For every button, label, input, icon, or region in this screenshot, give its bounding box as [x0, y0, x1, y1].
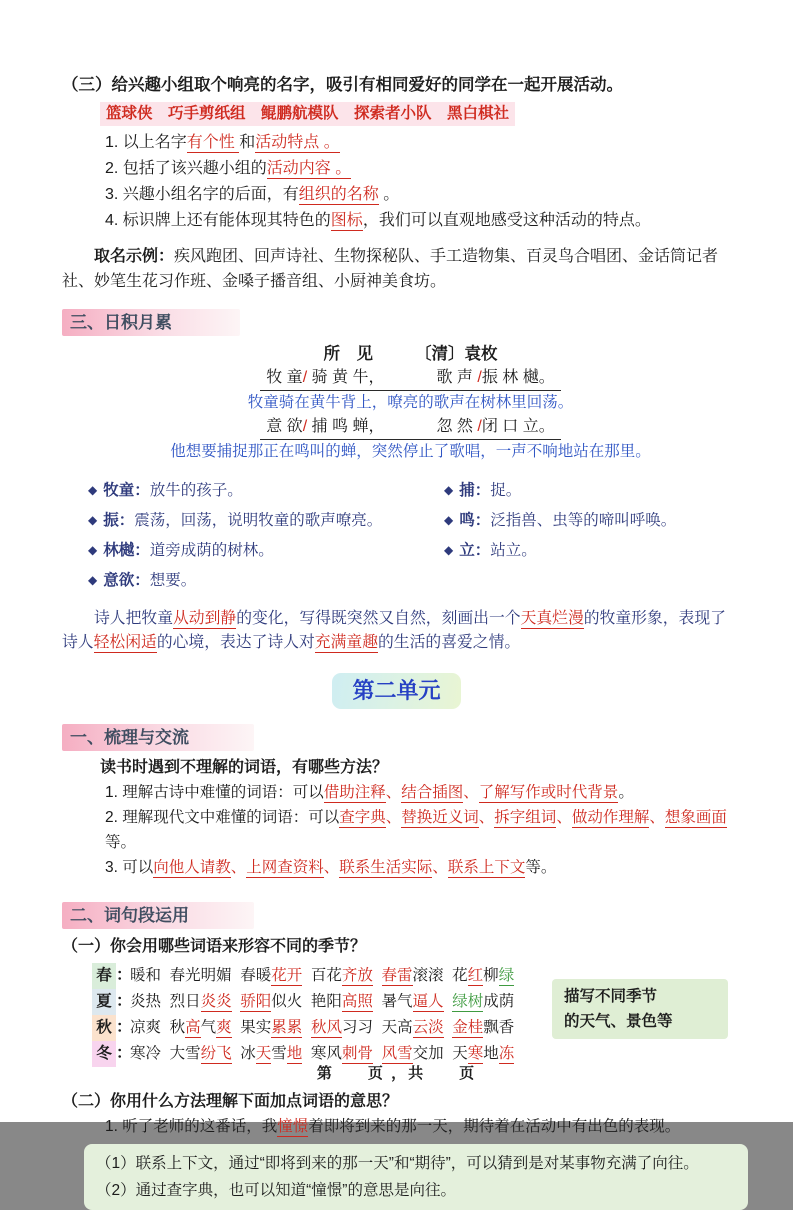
text-segment: /: [477, 369, 482, 386]
text-segment: 云淡: [412, 1019, 444, 1036]
poem-block: [76, 342, 745, 463]
a-item-1: [105, 780, 731, 805]
def-text: 震荡，回荡，说明牧童的歌声嘹亮。: [134, 512, 383, 529]
text-segment: 骑 黄 牛，: [307, 369, 385, 386]
poem-line-1-left: [266, 369, 384, 386]
text-segment: 的心境，表达了诗人对: [156, 634, 315, 651]
diamond-bullet-icon: ◆: [88, 483, 98, 497]
text-segment: 和: [239, 134, 256, 151]
def-term: 意欲：: [103, 572, 150, 589]
def-text: 站立。: [490, 542, 537, 559]
c3-item-3: [105, 182, 731, 208]
section-a-items: [105, 780, 731, 880]
poem-title: 所 见: [323, 345, 373, 363]
text-segment: 图标: [330, 212, 363, 229]
season-label-summer: 夏: [92, 989, 116, 1015]
text-segment: 上网查资料: [246, 859, 324, 876]
text-segment: 联系上下文: [447, 859, 526, 876]
text-segment: 联系生活实际: [339, 859, 433, 876]
text-segment: 高照: [341, 993, 373, 1010]
text-segment: 冰: [231, 1045, 256, 1062]
text-segment: 凉爽 秋: [130, 1019, 186, 1036]
text-segment: 活动特点 。: [255, 134, 340, 151]
season-colon: ：: [116, 1019, 133, 1036]
naming-example-paragraph: [62, 244, 731, 294]
text-segment: [373, 1045, 382, 1062]
text-segment: 交加 天: [412, 1045, 468, 1062]
text-segment: 、: [556, 809, 572, 826]
season-label-spring: 春: [92, 963, 116, 989]
text-segment: 风雪: [381, 1045, 413, 1062]
text-segment: 捕 鸣 蝉，: [307, 418, 385, 435]
unit2-title: 第二单元: [332, 673, 460, 709]
text-segment: 绿树: [452, 993, 484, 1010]
seasons-note-box: [552, 979, 728, 1039]
text-segment: 地: [483, 1045, 499, 1062]
text-segment: 、: [230, 859, 247, 876]
text-segment: 春雷: [381, 967, 413, 984]
def-row: [444, 506, 731, 536]
text-segment: 拆字组词: [494, 809, 557, 826]
naming-example-label: 取名示例：: [94, 248, 175, 265]
text-segment: 忽 然: [436, 418, 478, 435]
poem-line-1-right: [436, 369, 554, 386]
poem-author: 〔清〕袁枚: [415, 345, 498, 363]
text-segment: 向他人请教: [153, 859, 231, 876]
a-item-3: [105, 855, 731, 880]
text-segment: 活动内容 。: [266, 160, 352, 177]
def-term: 振：: [103, 512, 135, 529]
poem-line-2-left: [266, 418, 384, 435]
answer-line-1: （1）联系上下文，通过“即将到来的那一天”和“期待”，可以猜到是对某事物充满了向往。: [96, 1155, 699, 1172]
text-segment: 结合插图: [401, 784, 464, 801]
season-colon: ：: [116, 967, 133, 984]
text-segment: 有个性: [186, 134, 240, 151]
text-segment: 充满童趣: [314, 634, 378, 651]
text-segment: 、: [432, 859, 448, 876]
text-segment: 的生活的喜爱之情。: [378, 634, 521, 651]
diamond-bullet-icon: ◆: [88, 543, 98, 557]
def-row: [88, 476, 444, 506]
section-a-question: 读书时遇到不理解的词语，有哪些方法？: [100, 759, 389, 776]
text-segment: 了解写作或时代背景: [478, 784, 619, 801]
text-segment: 1. 听了老师的这番话，我: [105, 1118, 278, 1135]
a-item-2: [105, 805, 731, 855]
diamond-bullet-icon: ◆: [444, 483, 454, 497]
text-segment: 骄阳: [240, 993, 272, 1010]
text-segment: 组织的名称: [298, 186, 379, 203]
text-segment: 成荫: [483, 993, 515, 1010]
season-label-autumn: 秋: [92, 1015, 116, 1041]
poem-translation-1: 牧童骑在黄牛背上，嘹亮的歌声在树林里回荡。: [247, 394, 574, 411]
answers-box: [84, 1144, 748, 1210]
text-segment: 2. 包括了该兴趣小组的: [105, 160, 267, 177]
c3-item-4: [105, 208, 731, 234]
text-segment: 闭 口 立。: [481, 418, 555, 435]
text-segment: 4. 标识牌上还有能体现其特色的: [105, 212, 331, 229]
note-line-2: 的天气、景色等: [564, 1013, 673, 1030]
def-row: [444, 536, 731, 566]
text-segment: 齐放: [341, 967, 373, 984]
text-segment: 、: [463, 784, 479, 801]
def-term: 鸣：: [459, 512, 491, 529]
text-segment: 寒: [467, 1045, 484, 1062]
text-segment: 做动作理解: [571, 809, 650, 826]
text-segment: 暖和 春光明媚 春暖: [130, 967, 272, 984]
diamond-bullet-icon: ◆: [88, 573, 98, 587]
def-row: [88, 566, 444, 596]
text-segment: 逼人: [412, 993, 444, 1010]
text-segment: 寒冷 大雪: [130, 1045, 201, 1062]
diamond-bullet-icon: ◆: [88, 513, 98, 527]
poem-title-row: [76, 342, 745, 366]
text-segment: [373, 967, 382, 984]
section-b-question-2: （二）你用什么方法理解下面加点词语的意思？: [62, 1093, 399, 1110]
text-segment: 雪: [271, 1045, 287, 1062]
seasons-block: [92, 963, 731, 1067]
text-segment: 刺骨: [341, 1045, 373, 1062]
b-item-1: [105, 1114, 731, 1139]
text-segment: 的变化，写得既突然又自然，刻画出一个: [236, 610, 521, 627]
text-segment: 秋风: [310, 1019, 342, 1036]
defs-left-column: [88, 476, 444, 596]
text-segment: 高: [185, 1019, 201, 1036]
poem-line-2-right: [436, 418, 554, 435]
group-names-highlight: 篮球侠 巧手剪纸组 鲲鹏航模队 探索者小队 黑白棋社: [100, 102, 515, 126]
poem-line-2: [76, 415, 745, 440]
text-segment: 、: [323, 859, 340, 876]
text-segment: 花开: [271, 967, 303, 984]
text-segment: 果实: [231, 1019, 272, 1036]
text-segment: 2. 理解现代文中难懂的词语：可以: [105, 809, 340, 826]
season-colon: ：: [116, 1045, 133, 1062]
text-segment: 查字典: [339, 809, 386, 826]
text-segment: 借助注释: [323, 784, 386, 801]
text-segment: 轻松闲适: [93, 634, 157, 651]
text-segment: 爽: [216, 1019, 232, 1036]
text-segment: 、: [478, 809, 495, 826]
text-segment: [232, 993, 241, 1010]
season-label-winter: 冬: [92, 1041, 116, 1067]
vocab-definitions: [88, 476, 731, 596]
text-segment: 等。: [105, 834, 137, 851]
poem-line-1: [76, 366, 745, 391]
text-segment: 3. 兴趣小组名字的后面，有: [105, 186, 299, 203]
unit2-title-wrap: [62, 673, 731, 709]
text-segment: 纷飞: [200, 1045, 232, 1062]
naming-example-text: 疾风跑团、回声诗社、生物探秘队、手工造物集、百灵鸟合唱团、金话筒记者社、妙笔生花习作班、金嗓子播音组、小厨神美食坊。: [62, 248, 719, 290]
def-row: [88, 536, 444, 566]
def-term: 牧童：: [103, 482, 150, 499]
text-segment: 飘香: [483, 1019, 515, 1036]
text-segment: 从动到静: [173, 610, 237, 627]
text-segment: 气: [200, 1019, 217, 1036]
section-header-riji-yuelei: 三、日积月累: [62, 309, 240, 336]
text-segment: 振 林 樾。: [481, 369, 555, 386]
text-segment: 绿: [498, 967, 515, 984]
text-segment: 地: [286, 1045, 303, 1062]
text-segment: [444, 1019, 453, 1036]
text-segment: 寒风: [302, 1045, 342, 1062]
section-b-question-1: （一）你会用哪些词语来形容不同的季节？: [62, 938, 367, 955]
text-segment: 似火 艳阳: [271, 993, 342, 1010]
text-segment: 、: [649, 809, 665, 826]
def-text: 放牛的孩子。: [149, 482, 243, 499]
def-term: 捕：: [459, 482, 491, 499]
def-row: [444, 476, 731, 506]
text-segment: 的牧童形象，表现了诗人: [62, 610, 726, 651]
text-segment: 1. 理解古诗中难懂的词语：可以: [105, 784, 324, 801]
text-segment: 百花: [302, 967, 342, 984]
text-segment: 冻: [498, 1045, 515, 1062]
text-segment: 累累: [271, 1019, 303, 1036]
defs-right-column: [444, 476, 731, 596]
section-header-shuli-jiaoliu: 一、梳理与交流: [62, 724, 254, 751]
text-segment: 炎炎: [200, 993, 232, 1010]
text-segment: /: [477, 418, 482, 435]
c3-item-1: [105, 130, 731, 156]
text-segment: 习习 天高: [341, 1019, 413, 1036]
text-segment: 歌 声: [436, 369, 478, 386]
text-segment: 意 欲: [266, 418, 303, 435]
diamond-bullet-icon: ◆: [444, 543, 454, 557]
def-text: 泛指兽、虫等的啼叫呼唤。: [490, 512, 677, 529]
text-segment: 。: [378, 186, 400, 203]
poem-line-2-text: [260, 416, 561, 440]
def-term: 立：: [459, 542, 491, 559]
note-line-1: 描写不同季节: [564, 988, 658, 1005]
text-segment: 想象画面: [664, 809, 727, 826]
def-text: 想要。: [149, 572, 197, 589]
def-row: [88, 506, 444, 536]
text-segment: 天真烂漫: [520, 610, 584, 627]
text-segment: 牧 童: [266, 369, 303, 386]
section-c3-items: [105, 130, 731, 234]
text-segment: 天: [255, 1045, 272, 1062]
text-segment: 、: [385, 784, 402, 801]
poem-line-1-text: [260, 367, 561, 391]
text-segment: [302, 1019, 311, 1036]
text-segment: 诗人把牧童: [94, 610, 173, 627]
text-segment: 着即将到来的那一天，期待着在活动中有出色的表现。: [308, 1118, 681, 1135]
text-segment: 红: [467, 967, 484, 984]
text-segment: 炎热 烈日: [130, 993, 201, 1010]
def-text: 道旁成荫的树林。: [149, 542, 274, 559]
poem-analysis-paragraph: [62, 607, 731, 655]
text-segment: 憧憬: [277, 1118, 309, 1135]
text-segment: 3. 可以: [105, 859, 154, 876]
diamond-bullet-icon: ◆: [444, 513, 454, 527]
def-term: 林樾：: [103, 542, 150, 559]
text-segment: /: [302, 369, 308, 386]
text-segment: 1. 以上名字: [105, 134, 187, 151]
section-header-ciju-yunyong: 二、词句段运用: [62, 902, 254, 929]
section-c3-heading: （三）给兴趣小组取个响亮的名字，吸引有相同爱好的同学在一起开展活动。: [62, 76, 623, 94]
text-segment: 、: [385, 809, 402, 826]
text-segment: 金桂: [452, 1019, 484, 1036]
text-segment: 替换近义词: [401, 809, 479, 826]
text-segment: 柳: [483, 967, 499, 984]
def-text: 捉。: [490, 482, 522, 499]
text-segment: 。: [618, 784, 634, 801]
season-colon: ：: [116, 993, 133, 1010]
answer-line-2: （2）通过查字典，也可以知道“憧憬”的意思是向往。: [96, 1182, 456, 1199]
text-segment: /: [302, 418, 308, 435]
text-segment: 暑气: [372, 993, 413, 1010]
text-segment: ，我们可以直观地感受这种活动的特点。: [362, 212, 651, 229]
text-segment: 滚滚 花: [412, 967, 468, 984]
poem-translation-2: 他想要捕捉那正在鸣叫的蝉，突然停止了歌唱，一声不响地站在那里。: [170, 443, 651, 460]
page-footer: 第 页 ，共 页: [316, 1065, 477, 1082]
c3-item-2: [105, 156, 731, 182]
text-segment: 等。: [525, 859, 557, 876]
text-segment: [444, 993, 453, 1010]
